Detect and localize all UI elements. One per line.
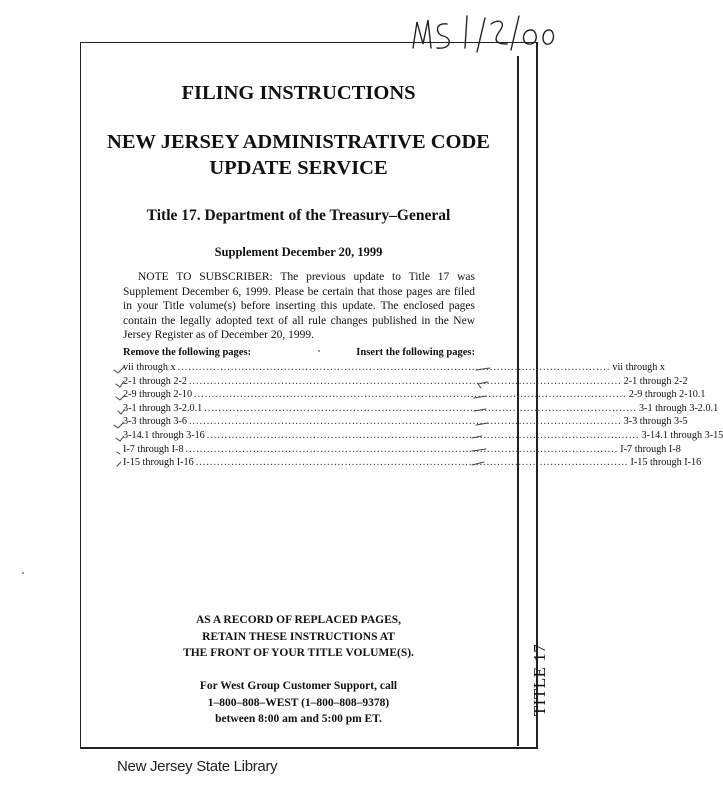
table-row <box>123 375 688 390</box>
insert-pages: 3-14.1 through 3-15 <box>641 429 723 441</box>
table-headers <box>123 347 475 358</box>
table-row <box>123 443 681 458</box>
insert-pages: I-7 through I-8 <box>620 443 681 455</box>
leader-dots: .......................................................................................................................... <box>185 443 619 455</box>
code-update-title <box>80 129 517 181</box>
scan-speck <box>318 350 320 352</box>
subscriber-note <box>123 270 475 343</box>
note-text: The previous update to Title 17 was Supplement December 6, 1999. Please be certain that those pages are filed in your Title volume(s) before inserting this update. The enclosed pages contain the legally adopted text of all rule changes published in the New Jersey Register as of December 20, 1999. <box>123 271 475 342</box>
record-notice <box>80 612 517 662</box>
supplement-date: Supplement December 20, 1999 <box>214 245 383 259</box>
insert-pages: 2-1 through 2-2 <box>623 375 688 387</box>
left-check-marks <box>112 362 136 482</box>
right-check-marks <box>472 362 496 482</box>
remove-pages: vii through x <box>123 362 176 373</box>
table-row <box>123 457 702 471</box>
title-department: Title 17. Department of the Treasury–General <box>146 207 451 224</box>
code-title-line1: NEW JERSEY ADMINISTRATIVE CODE <box>107 131 490 153</box>
leader-dots: .......................................................................................................................... <box>195 457 629 469</box>
table-row <box>123 429 723 444</box>
remove-pages: 3-14.1 through 3-16 <box>123 429 205 441</box>
tab-label <box>527 630 553 730</box>
library-stamp: New Jersey State Library <box>117 758 278 775</box>
remove-pages: I-7 through I-8 <box>123 443 184 455</box>
support-line: For West Group Customer Support, call <box>199 680 398 692</box>
record-line: AS A RECORD OF REPLACED PAGES, <box>195 614 402 626</box>
table-row <box>123 416 688 430</box>
remove-pages: 3-1 through 3-2.0.1 <box>123 402 203 414</box>
record-line: THE FRONT OF YOUR TITLE VOLUME(S). <box>183 647 414 659</box>
remove-pages: 2-1 through 2-2 <box>123 375 187 387</box>
instructions-content <box>80 42 723 746</box>
record-line: RETAIN THESE INSTRUCTIONS AT <box>202 630 395 643</box>
remove-pages: I-15 through I-16 <box>123 457 194 469</box>
leader-dots: .......................................................................................................................... <box>206 429 640 441</box>
support-phone: 1–800–808–WEST (1–800–808–9378) <box>207 696 390 709</box>
table-row <box>123 389 706 403</box>
page-replacement-table <box>123 362 723 471</box>
insert-header: Insert the following pages: <box>356 347 475 358</box>
insert-pages: 3-3 through 3-5 <box>623 416 688 428</box>
insert-pages: 2-9 through 2-10.1 <box>628 389 706 401</box>
remove-header: Remove the following pages: <box>123 347 252 358</box>
leader-dots: .......................................................................................................................... <box>204 402 637 414</box>
table-row <box>123 362 665 376</box>
scan-speck <box>22 572 24 574</box>
remove-pages: 3-3 through 3-6 <box>123 416 187 428</box>
note-lead: NOTE TO SUBSCRIBER: <box>138 271 273 283</box>
leader-dots: .......................................................................................................................... <box>188 416 622 428</box>
tab-label-text: TITLE 17 <box>530 643 549 717</box>
leader-dots: .......................................................................................................................... <box>188 375 622 387</box>
leader-dots: .......................................................................................................................... <box>177 362 611 373</box>
insert-pages: I-15 through I-16 <box>630 457 702 469</box>
insert-pages: 3-1 through 3-2.0.1 <box>638 402 719 414</box>
leader-dots: .......................................................................................................................... <box>194 389 627 401</box>
support-hours: between 8:00 am and 5:00 pm ET. <box>215 713 382 725</box>
table-row <box>123 402 719 417</box>
tab-divider-line <box>517 56 519 746</box>
customer-support <box>80 678 517 728</box>
code-title-line2: UPDATE SERVICE <box>209 157 388 179</box>
filing-instructions-title: FILING INSTRUCTIONS <box>181 82 416 104</box>
insert-pages: vii through x <box>612 362 665 373</box>
remove-pages: 2-9 through 2-10 <box>123 389 193 401</box>
